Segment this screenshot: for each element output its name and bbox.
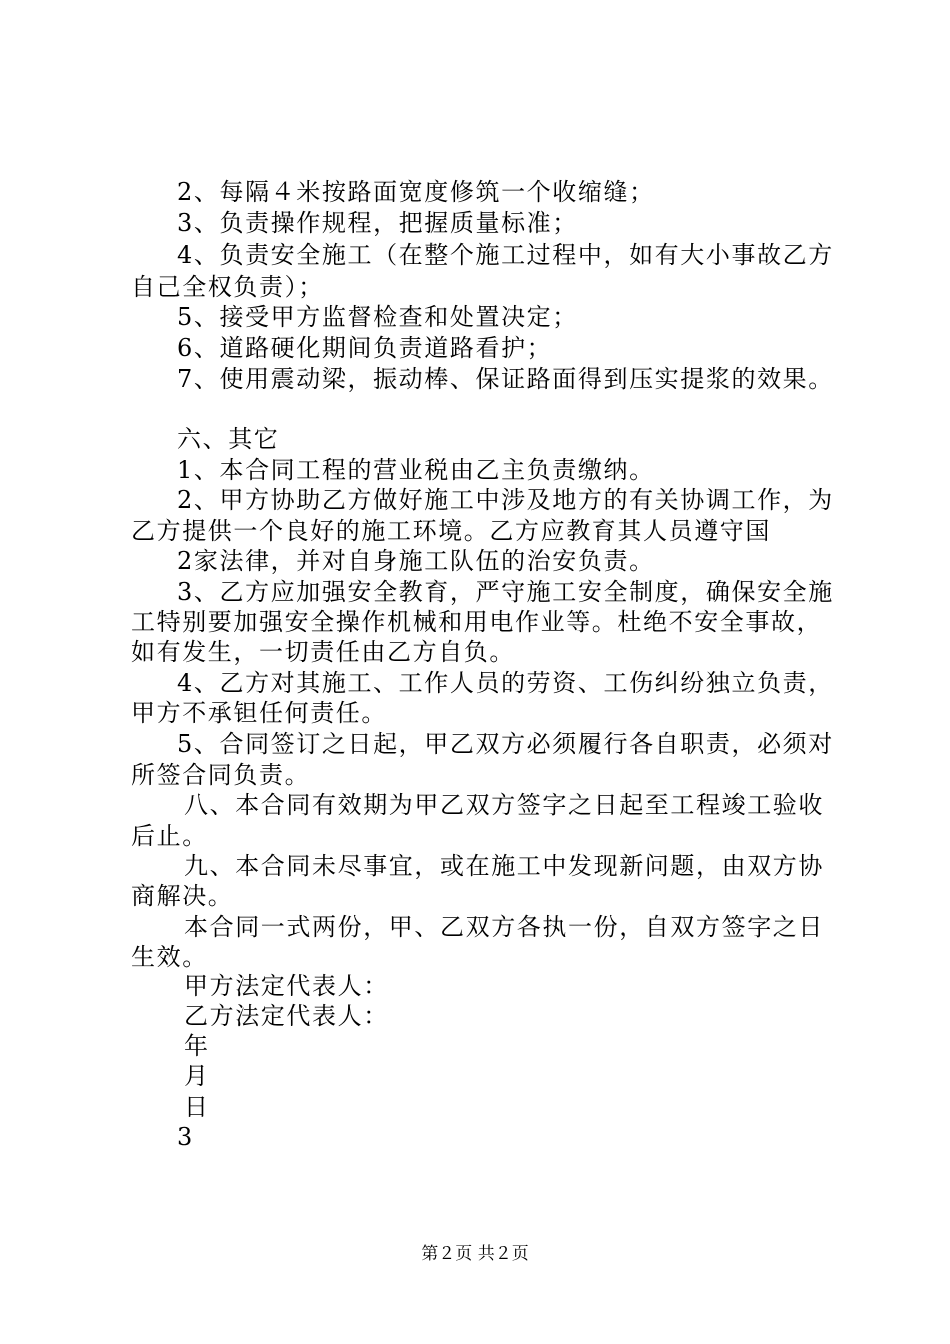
date-year: 年 bbox=[184, 1032, 210, 1060]
date-month: 月 bbox=[184, 1062, 210, 1090]
line-item-5: 5、接受甲方监督检查和处置决定； bbox=[177, 303, 578, 331]
other-item-4: 4、乙方对其施工、工作人员的劳资、工伤纠纷独立负责， bbox=[177, 669, 834, 697]
page-number-marker: 3 bbox=[177, 1123, 194, 1151]
line-item-7: 7、使用震动梁，振动棒、保证路面得到压实提浆的效果。 bbox=[177, 365, 834, 393]
line-item-6: 6、道路硬化期间负责道路看护； bbox=[177, 334, 553, 362]
other-item-2-continued-2: 2家法律，并对自身施工队伍的治安负责。 bbox=[177, 547, 655, 575]
clause-eight-continued: 后止。 bbox=[131, 822, 208, 850]
other-item-4-continued: 甲方不承钽任何责任。 bbox=[131, 699, 387, 727]
line-item-4-continued: 自己全权负责）； bbox=[131, 273, 324, 301]
party-a-representative: 甲方法定代表人： bbox=[184, 972, 389, 1000]
section-heading-other: 六、其它 bbox=[177, 425, 280, 453]
other-item-3-continued: 工特别要加强安全操作机械和用电作业等。杜绝不安全事故， bbox=[131, 608, 823, 636]
other-item-2: 2、甲方协助乙方做好施工中涉及地方的有关协调工作，为 bbox=[177, 486, 834, 514]
other-item-5: 5、合同签订之日起，甲乙双方必须履行各自职责，必须对 bbox=[177, 730, 834, 758]
clause-nine-continued: 商解决。 bbox=[131, 882, 234, 910]
date-day: 日 bbox=[184, 1093, 210, 1121]
copies-clause: 本合同一式两份，甲、乙双方各执一份，自双方签字之日 bbox=[184, 913, 824, 941]
line-item-4: 4、负责安全施工（在整个施工过程中，如有大小事故乙方 bbox=[177, 241, 834, 269]
party-b-representative: 乙方法定代表人： bbox=[184, 1002, 389, 1030]
other-item-3-continued-2: 如有发生，一切责任由乙方自负。 bbox=[131, 638, 515, 666]
page-footer: 第２页 共２页 bbox=[421, 1244, 529, 1264]
other-item-3: 3、乙方应加强安全教育，严守施工安全制度，确保安全施 bbox=[177, 578, 834, 606]
other-item-2-continued: 乙方提供一个良好的施工环境。乙方应教育其人员遵守国 bbox=[131, 517, 771, 545]
copies-clause-continued: 生效。 bbox=[131, 943, 208, 971]
clause-eight: 八、本合同有效期为甲乙双方签字之日起至工程竣工验收 bbox=[184, 791, 824, 819]
line-item-3: 3、负责操作规程，把握质量标准； bbox=[177, 209, 578, 237]
other-item-1: 1、本合同工程的营业税由乙主负责缴纳。 bbox=[177, 456, 655, 484]
line-item-2: 2、每隔４米按路面宽度修筑一个收缩缝； bbox=[177, 178, 655, 206]
other-item-5-continued: 所签合同负责。 bbox=[131, 761, 311, 789]
clause-nine: 九、本合同未尽事宜，或在施工中发现新问题，由双方协 bbox=[184, 852, 824, 880]
